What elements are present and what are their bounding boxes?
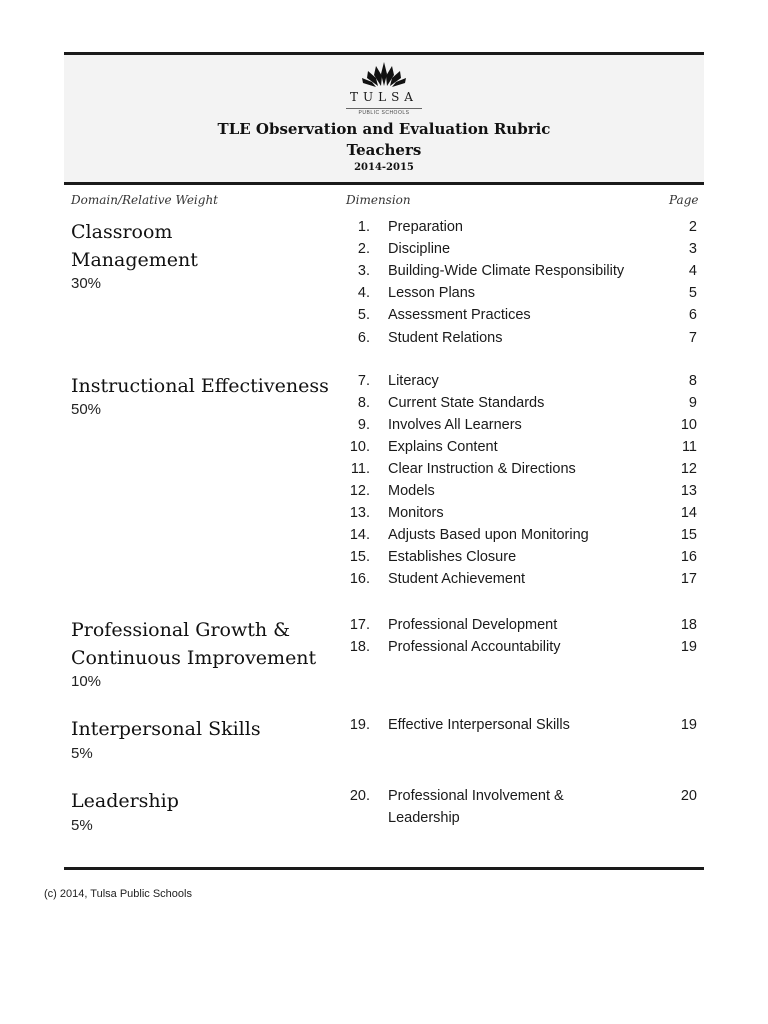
dimension-page: 4 [688, 263, 697, 279]
dimension-number: 17. [349, 617, 370, 633]
dimension-number: 9. [357, 417, 370, 433]
dimension-page: 18 [680, 617, 697, 633]
document-subtitle: Teachers [346, 141, 422, 159]
domain-name: Classroom Management [71, 221, 198, 271]
dimension-label: Monitors [388, 505, 444, 521]
dimension-number: 3. [357, 263, 370, 279]
domain-name: Interpersonal Skills [71, 718, 261, 740]
column-header-page: Page [669, 193, 699, 207]
dimension-label: Professional Involvement & Leadership [388, 788, 564, 826]
dimension-page: 19 [680, 717, 697, 733]
dimension-number: 6. [357, 330, 370, 346]
dimension-label: Current State Standards [388, 395, 545, 411]
dimension-page: 16 [680, 549, 697, 565]
dimension-number: 15. [349, 549, 370, 565]
dimension-label: Professional Accountability [388, 639, 561, 655]
domain-weight: 5% [71, 745, 93, 762]
dimension-label: Adjusts Based upon Monitoring [388, 527, 589, 543]
dimension-page: 19 [680, 639, 697, 655]
dimension-page: 12 [680, 461, 697, 477]
dimension-label: Establishes Closure [388, 549, 517, 565]
dimension-label: Student Achievement [388, 571, 526, 587]
dimension-page: 2 [688, 219, 697, 235]
dimension-number: 16. [349, 571, 370, 587]
dimension-number: 14. [349, 527, 370, 543]
domain-weight: 5% [71, 817, 93, 834]
dimension-number: 11. [350, 461, 370, 477]
dimension-row [340, 307, 700, 329]
dimension-row [340, 717, 700, 739]
dimension-page: 11 [681, 439, 697, 455]
dimension-page: 20 [680, 788, 697, 804]
dimension-label: Building-Wide Climate Responsibility [388, 263, 625, 279]
column-header-domain: Domain/Relative Weight [71, 193, 218, 207]
dimension-label: Professional Development [388, 617, 558, 633]
dimension-label: Discipline [388, 241, 451, 257]
dimension-number: 7. [357, 373, 370, 389]
dimension-number: 18. [349, 639, 370, 655]
column-header-dimension: Dimension [346, 193, 411, 207]
document-title: TLE Observation and Evaluation Rubric [217, 120, 551, 138]
dimension-number: 2. [357, 241, 370, 257]
dimension-label: Student Relations [388, 330, 503, 346]
bottom-rule [64, 867, 704, 870]
dimension-number: 5. [357, 307, 370, 323]
dimension-label: Involves All Learners [388, 417, 522, 433]
dimension-row [340, 571, 700, 593]
dimension-row [340, 639, 700, 661]
header-bottom-rule [64, 182, 704, 185]
dimension-page: 13 [680, 483, 697, 499]
dimension-page: 5 [688, 285, 697, 301]
dimension-row [340, 330, 700, 352]
domain-name: Professional Growth & Continuous Improvement [71, 619, 317, 669]
dimension-row [340, 788, 700, 834]
domain-name: Instructional Effectiveness [71, 375, 329, 397]
logo-divider [346, 108, 422, 109]
dimension-page: 6 [688, 307, 697, 323]
dimension-number: 19. [349, 717, 370, 733]
dimension-page: 14 [680, 505, 697, 521]
dimension-page: 9 [688, 395, 697, 411]
domain-weight: 50% [71, 401, 102, 418]
dimension-label: Clear Instruction & Directions [388, 461, 576, 477]
dimension-number: 4. [357, 285, 370, 301]
dimension-page: 7 [688, 330, 697, 346]
dimension-page: 17 [680, 571, 697, 587]
dimension-number: 8. [357, 395, 370, 411]
dimension-label: Explains Content [388, 439, 498, 455]
dimension-number: 1. [357, 219, 370, 235]
domain-weight: 30% [71, 275, 102, 292]
logo-subtext: PUBLIC SCHOOLS [358, 110, 410, 116]
dimension-page: 8 [688, 373, 697, 389]
dimension-label: Preparation [388, 219, 463, 235]
dimension-label: Effective Interpersonal Skills [388, 717, 570, 733]
document-year: 2014-2015 [354, 162, 414, 173]
dimension-page: 15 [680, 527, 697, 543]
dimension-label: Lesson Plans [388, 285, 476, 301]
domain-weight: 10% [71, 673, 102, 690]
lotus-icon [360, 60, 408, 88]
copyright-footer: (c) 2014, Tulsa Public Schools [44, 888, 192, 900]
dimension-number: 13. [349, 505, 370, 521]
tulsa-logo [344, 60, 424, 120]
dimension-page: 3 [688, 241, 697, 257]
dimension-number: 10. [349, 439, 370, 455]
dimension-number: 12. [349, 483, 370, 499]
dimension-page: 10 [680, 417, 697, 433]
logo-wordmark: TULSA [350, 90, 418, 104]
dimension-label: Models [388, 483, 435, 499]
dimension-label: Literacy [388, 373, 439, 389]
dimension-label: Assessment Practices [388, 307, 531, 323]
domain-name: Leadership [71, 790, 179, 812]
dimension-number: 20. [349, 788, 370, 804]
